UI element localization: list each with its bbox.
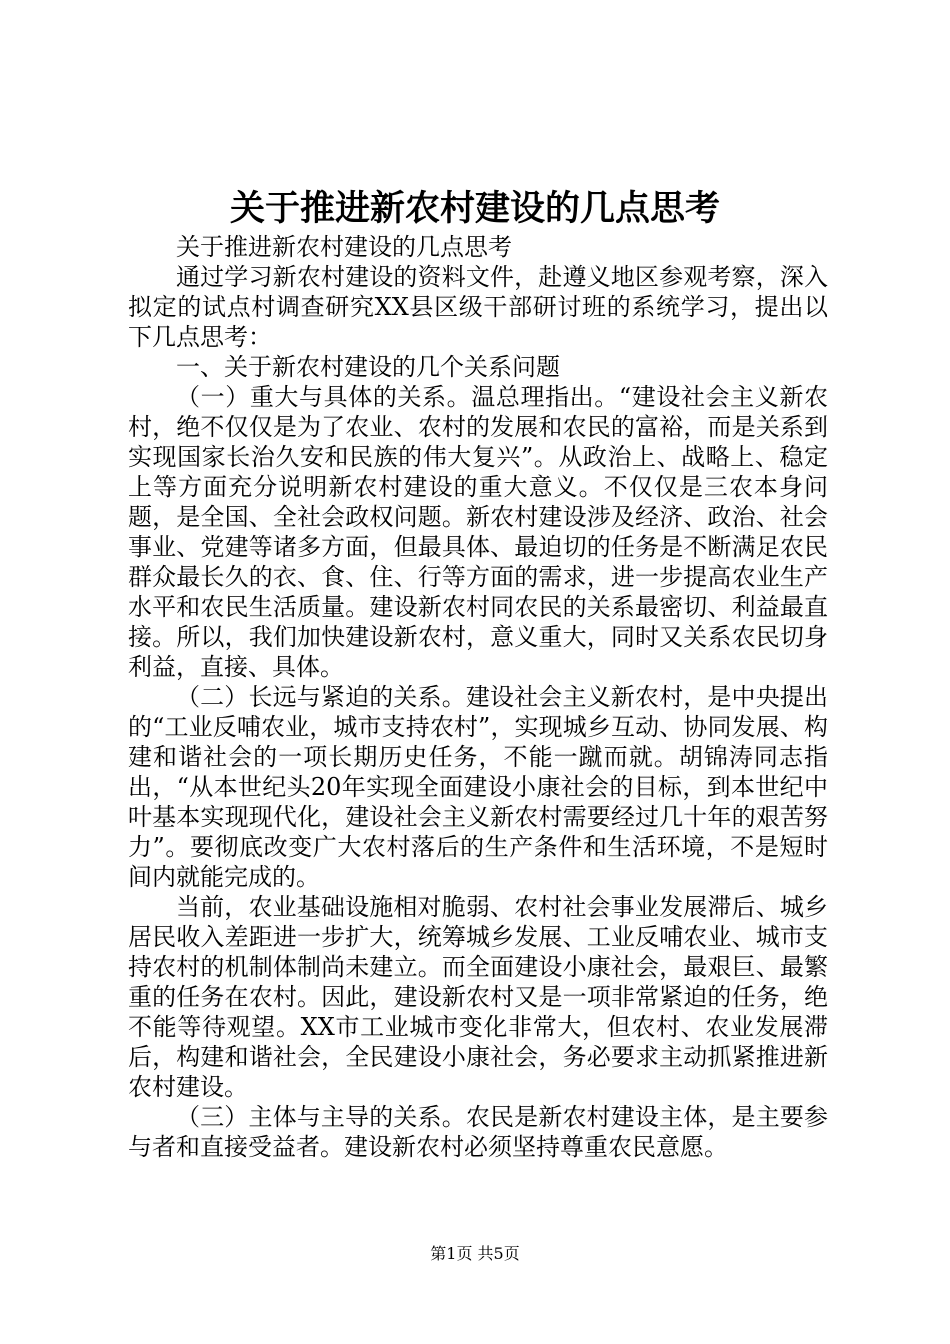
paragraph-subtitle: 关于推进新农村建设的几点思考 xyxy=(176,233,512,261)
paragraph-item-3: （三）主体与主导的关系。农民是新农村建设主体，是主要参与者和直接受益者。建设新农村必须坚持尊重农民意愿。 xyxy=(128,1103,828,1161)
section-heading: 一、关于新农村建设的几个关系问题 xyxy=(176,353,560,381)
document-body xyxy=(128,232,828,1162)
paragraph-intro: 通过学习新农村建设的资料文件，赴遵义地区参观考察，深入拟定的试点村调查研究XX县区级干部研讨班的系统学习，提出以下几点思考： xyxy=(128,263,828,351)
page-number: 第1页 xyxy=(430,1244,473,1263)
paragraph-item-1: （一）重大与具体的关系。温总理指出。“建设社会主义新农村，绝不仅仅是为了农业、农村的发展和农民的富裕，而是关系到实现国家长治久安和民族的伟大复兴”。从政治上、战略上、稳定上等方面充分说明新农村建设的重大意义。不仅仅是三农本身问题，是全国、全社会政权问题。新农村建设涉及经济、政治、社会事业、党建等诸多方面，但最具体、最迫切的任务是不断满足农民群众最长久的衣、食、住、行等方面的需求，进一步提高农业生产水平和农民生活质量。建设新农村同农民的关系最密切、利益最直接。所以，我们加快建设新农村，意义重大，同时又关系农民切身利益，直接、具体。 xyxy=(128,383,828,681)
paragraph-current-situation: 当前，农业基础设施相对脆弱、农村社会事业发展滞后、城乡居民收入差距进一步扩大，统筹城乡发展、工业反哺农业、城市支持农村的机制体制尚未建立。而全面建设小康社会，最艰巨、最繁重的任务在农村。因此，建设新农村又是一项非常紧迫的任务，绝不能等待观望。XX市工业城市变化非常大，但农村、农业发展滞后，构建和谐社会，全民建设小康社会，务必要求主动抓紧推进新农村建设。 xyxy=(128,893,828,1101)
document-title: 关于推进新农村建设的几点思考 xyxy=(229,188,720,229)
page-footer xyxy=(0,1243,950,1265)
page-total: 共5页 xyxy=(477,1244,520,1263)
paragraph-item-2: （二）长远与紧迫的关系。建设社会主义新农村，是中央提出的“工业反哺农业，城市支持农村”，实现城乡互动、协同发展、构建和谐社会的一项长期历史任务，不能一蹴而就。胡锦涛同志指出，“从本世纪头20年实现全面建设小康社会的目标，到本世纪中叶基本实现现代化，建设社会主义新农村需要经过几十年的艰苦努力”。要彻底改变广大农村落后的生产条件和生活环境，不是短时间内就能完成的。 xyxy=(128,683,828,891)
